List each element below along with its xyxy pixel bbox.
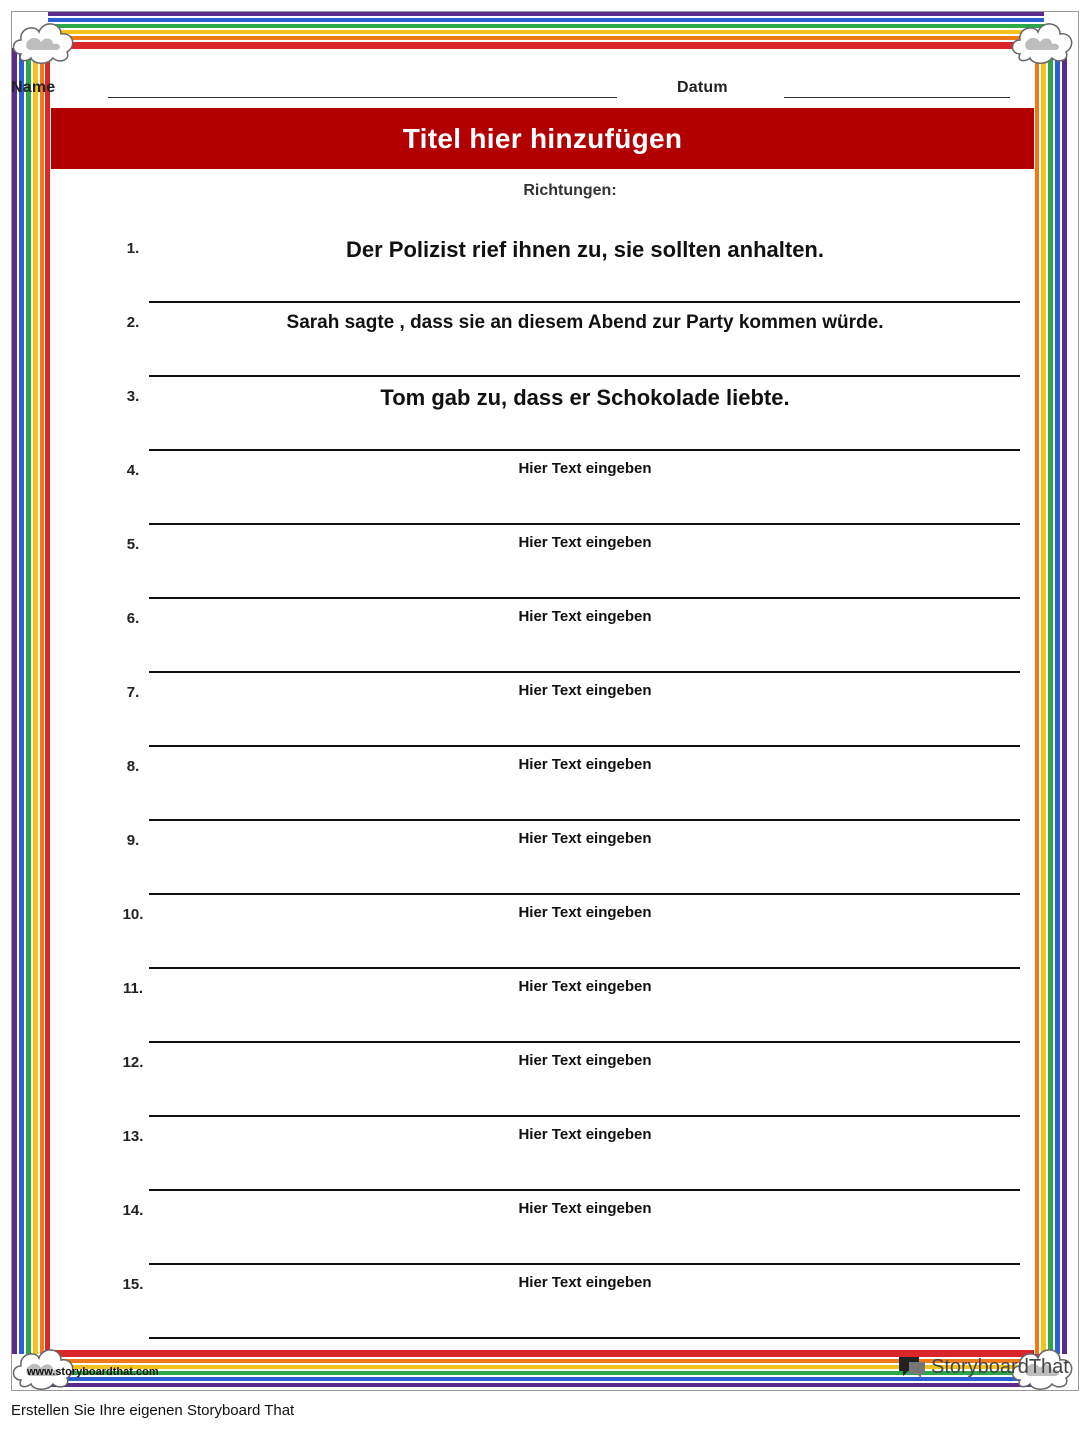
item-number: 5. — [126, 536, 140, 553]
name-line[interactable] — [108, 97, 617, 98]
item-text[interactable]: Hier Text eingeben — [518, 1052, 652, 1069]
rainbow-border-left — [12, 48, 50, 1354]
footer-url: www.storyboardthat.com — [27, 1366, 159, 1378]
item-text[interactable]: Hier Text eingeben — [518, 978, 652, 995]
page-title[interactable]: Titel hier hinzufügen — [402, 122, 683, 154]
list-item — [110, 1264, 1020, 1338]
cloud-icon — [9, 1336, 79, 1392]
list-item — [110, 672, 1020, 746]
item-number: 9. — [126, 832, 140, 849]
item-text[interactable]: Tom gab zu, dass er Schokolade liebte. — [380, 385, 790, 410]
name-label: Name — [11, 79, 56, 96]
item-number: 14. — [122, 1202, 144, 1219]
item-text[interactable]: Hier Text eingeben — [518, 534, 652, 551]
answer-line — [149, 1337, 1020, 1339]
item-number: 13. — [122, 1128, 144, 1145]
item-number: 8. — [126, 758, 140, 775]
directions-label[interactable]: Richtungen: — [523, 182, 617, 199]
item-text[interactable]: Hier Text eingeben — [518, 1200, 652, 1217]
item-number: 4. — [126, 462, 140, 479]
list-item — [110, 1116, 1020, 1190]
title-bar — [51, 108, 1034, 169]
list-item — [110, 1190, 1020, 1264]
rainbow-border-bottom — [48, 1350, 1044, 1387]
item-text[interactable]: Hier Text eingeben — [518, 1126, 652, 1143]
list-item — [110, 228, 1020, 302]
item-number: 12. — [122, 1054, 144, 1071]
item-text[interactable]: Hier Text eingeben — [518, 682, 652, 699]
item-number: 15. — [122, 1276, 144, 1293]
list-item — [110, 894, 1020, 968]
item-number: 11. — [122, 980, 144, 997]
item-number: 10. — [122, 906, 144, 923]
list-item — [110, 1042, 1020, 1116]
list-item — [110, 968, 1020, 1042]
cloud-icon — [9, 10, 79, 66]
date-line[interactable] — [784, 97, 1010, 98]
list-item — [110, 376, 1020, 450]
list-item — [110, 820, 1020, 894]
item-text[interactable]: Hier Text eingeben — [518, 1274, 652, 1291]
item-text[interactable]: Hier Text eingeben — [518, 904, 652, 921]
list-item — [110, 450, 1020, 524]
list-item — [110, 302, 1020, 376]
item-number: 6. — [126, 610, 140, 627]
item-number: 7. — [126, 684, 140, 701]
brand-text: StoryboardThat — [931, 1355, 1069, 1378]
item-text[interactable]: Sarah sagte , dass sie an diesem Abend zur Party kommen würde. — [286, 312, 884, 333]
cloud-icon — [1008, 10, 1078, 66]
rainbow-border-right — [1029, 48, 1067, 1354]
date-label: Datum — [677, 79, 728, 96]
list-item — [110, 524, 1020, 598]
item-number: 3. — [126, 388, 140, 405]
list-item — [110, 598, 1020, 672]
item-text[interactable]: Hier Text eingeben — [518, 460, 652, 477]
list-item — [110, 746, 1020, 820]
item-number: 1. — [126, 240, 140, 257]
rainbow-border-top — [48, 12, 1044, 49]
item-number: 2. — [126, 314, 140, 331]
speech-bubble-icon — [897, 1354, 927, 1380]
item-text[interactable]: Hier Text eingeben — [518, 608, 652, 625]
item-text[interactable]: Hier Text eingeben — [518, 830, 652, 847]
item-text[interactable]: Der Polizist rief ihnen zu, sie sollten anhalten. — [346, 237, 824, 262]
brand-logo — [897, 1354, 1069, 1380]
footer-caption: Erstellen Sie Ihre eigenen Storyboard That — [11, 1402, 295, 1419]
item-text[interactable]: Hier Text eingeben — [518, 756, 652, 773]
